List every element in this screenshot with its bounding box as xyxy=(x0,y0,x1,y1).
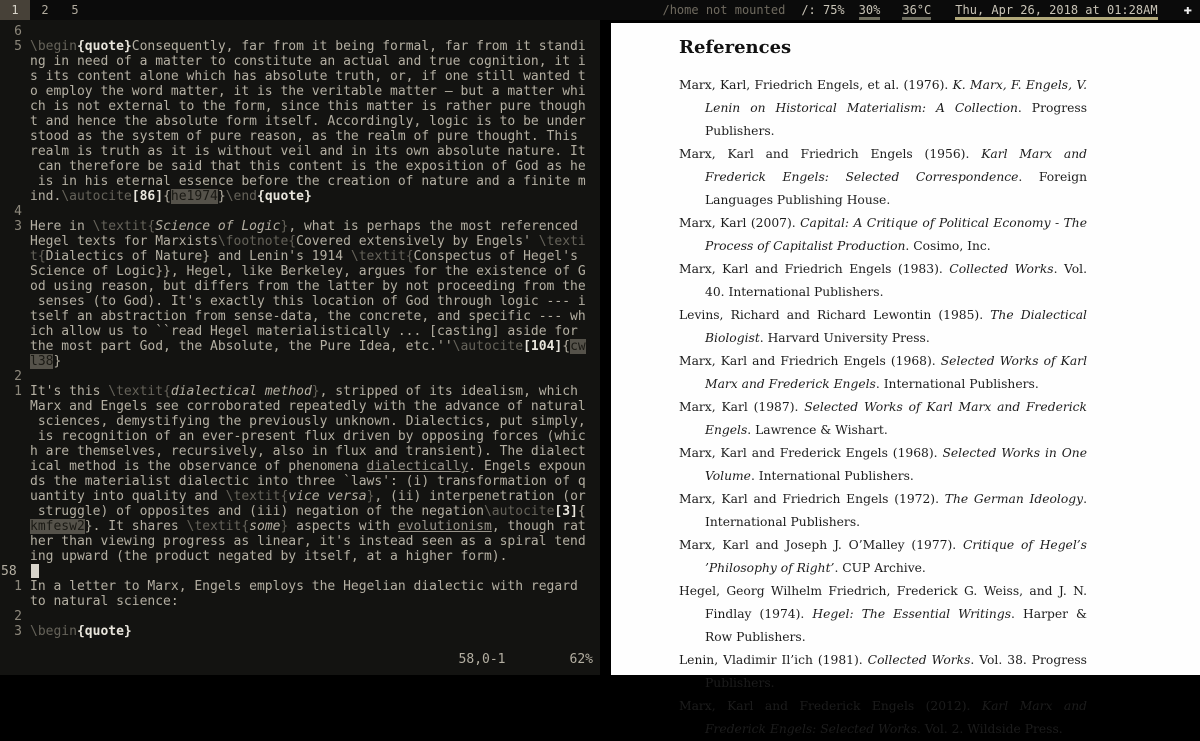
line-number xyxy=(0,189,30,204)
line-text: realm is truth as it is without veil and in its own absolute nature. It xyxy=(30,144,586,159)
line-text: \begin{quote} xyxy=(30,624,132,639)
line-text: Marx and Engels see corroborated repeatedly with the advance of natural xyxy=(30,399,586,414)
editor-line[interactable] xyxy=(0,24,600,39)
line-text: is recognition of an ever-present flux driven by opposing forces (whic xyxy=(30,429,586,444)
editor-line[interactable] xyxy=(0,624,600,639)
clock: Thu, Apr 26, 2018 at 01:28AM xyxy=(955,0,1157,20)
line-number: 2 xyxy=(14,609,22,624)
reference-entry: Marx, Karl and Joseph J. O’Malley (1977). Critique of Hegel’s ’Philosophy of Right’. CUP Archive. xyxy=(679,538,1087,575)
line-number xyxy=(0,294,30,309)
line-number xyxy=(0,264,30,279)
editor-line[interactable] xyxy=(0,69,600,84)
line-text: tself an abstraction from sense-data, the concrete, and specific --- wh xyxy=(30,309,586,324)
line-number xyxy=(0,99,30,114)
line-text xyxy=(31,564,39,579)
line-number xyxy=(0,549,30,564)
editor-line[interactable] xyxy=(0,189,600,204)
line-text: is in his eternal essence before the creation of nature and a finite m xyxy=(30,174,586,189)
editor-line[interactable] xyxy=(0,309,600,324)
line-number xyxy=(0,354,30,369)
line-number xyxy=(0,414,30,429)
line-text: It's this \textit{dialectical method}, stripped of its idealism, which xyxy=(30,384,578,399)
line-number xyxy=(0,339,30,354)
editor-line[interactable] xyxy=(0,294,600,309)
editor-line[interactable] xyxy=(0,609,600,624)
editor-line[interactable] xyxy=(0,504,600,519)
line-number: 6 xyxy=(14,24,22,39)
line-number xyxy=(0,234,30,249)
line-text: can therefore be said that this content is the exposition of God as he xyxy=(30,159,586,174)
line-number: 3 xyxy=(14,624,22,639)
line-text: struggle) of opposites and (iii) negation of the negation\autocite[3]{ xyxy=(30,504,586,519)
percent-indicator: 30% xyxy=(859,0,881,20)
editor-line[interactable] xyxy=(0,114,600,129)
editor-line[interactable] xyxy=(0,264,600,279)
line-text: t and hence the absolute form itself. Accordingly, logic is to be under xyxy=(30,114,586,129)
line-number xyxy=(0,84,30,99)
editor-line[interactable] xyxy=(0,129,600,144)
editor-line[interactable] xyxy=(0,384,600,399)
editor-line[interactable] xyxy=(0,249,600,264)
editor-line[interactable] xyxy=(0,594,600,609)
line-number xyxy=(0,399,30,414)
editor-line[interactable] xyxy=(0,474,600,489)
editor-line[interactable] xyxy=(0,579,600,594)
line-text: sciences, demystifying the previously unknown. Dialectics, put simply, xyxy=(30,414,586,429)
reference-entry: Lenin, Vladimir Il’ich (1981). Collected Works. Vol. 38. Progress Publishers. xyxy=(679,653,1087,690)
line-number: 5 xyxy=(14,39,22,54)
line-number: 3 xyxy=(14,219,22,234)
editor-line[interactable] xyxy=(0,39,600,54)
line-text: kmfesw2}. It shares \textit{some} aspects with evolutionism, though rat xyxy=(30,519,586,534)
line-number: 1 xyxy=(14,579,22,594)
line-number xyxy=(0,489,30,504)
line-text: In a letter to Marx, Engels employs the Hegelian dialectic with regard xyxy=(30,579,578,594)
workspace-tag-5[interactable]: 5 xyxy=(71,3,79,17)
line-text: Science of Logic}}, Hegel, like Berkeley, argues for the existence of G xyxy=(30,264,586,279)
line-text: od using reason, but differs from the latter by not proceeding from the xyxy=(30,279,586,294)
editor-line[interactable] xyxy=(0,84,600,99)
reference-entry: Marx, Karl, Friedrich Engels, et al. (1976). K. Marx, F. Engels, V. Lenin on Historical Materialism: A Collection. Progress Publishers. xyxy=(679,78,1087,138)
editor-line[interactable] xyxy=(0,429,600,444)
editor-line[interactable] xyxy=(0,564,600,579)
reference-entry: Marx, Karl and Friedrich Engels (1983). Collected Works. Vol. 40. International Publishers. xyxy=(679,262,1087,299)
editor-line[interactable] xyxy=(0,489,600,504)
line-number: 58 xyxy=(1,564,17,579)
editor-line[interactable] xyxy=(0,354,600,369)
reference-entry: Levins, Richard and Richard Lewontin (1985). The Dialectical Biologist. Harvard University Press. xyxy=(679,308,1087,345)
reference-entry: Marx, Karl (2007). Capital: A Critique of Political Economy - The Process of Capitalist Production. Cosimo, Inc. xyxy=(679,216,1087,253)
line-number xyxy=(0,534,30,549)
editor-line[interactable] xyxy=(0,444,600,459)
line-number xyxy=(0,279,30,294)
editor-line[interactable] xyxy=(0,99,600,114)
line-text: ich allow us to ``read Hegel materialistically ... [casting] aside for xyxy=(30,324,578,339)
editor-line[interactable] xyxy=(0,234,600,249)
line-number: 4 xyxy=(14,204,22,219)
line-text: t{Dialectics of Nature} and Lenin's 1914 \textit{Conspectus of Hegel's xyxy=(30,249,578,264)
line-text: ch is not external to the form, since this matter is rather pure though xyxy=(30,99,586,114)
line-text: senses (to God). It's exactly this location of God through logic --- i xyxy=(30,294,586,309)
line-text: ind.\autocite[86]{he1974}\end{quote} xyxy=(30,189,312,204)
line-text: to natural science: xyxy=(30,594,179,609)
reference-entry: Marx, Karl and Friedrich Engels (1956). Karl Marx and Frederick Engels: Selected Correspondence. Foreign Languages Publishing House. xyxy=(679,147,1088,207)
line-number xyxy=(0,519,30,534)
reference-entry: Hegel, Georg Wilhelm Friedrich, Frederick G. Weiss, and J. N. Findlay (1974). Hegel: The Essential Writings. Harper & Row Publishers. xyxy=(679,584,1087,644)
line-text: \begin{quote}Consequently, far from it being formal, far from it standi xyxy=(30,39,586,54)
status-bar xyxy=(0,0,1200,20)
line-text: her than viewing progress as linear, it's instead seen as a spiral tend xyxy=(30,534,586,549)
editor-line[interactable] xyxy=(0,369,600,384)
references-heading: References xyxy=(679,37,792,58)
line-number xyxy=(0,504,30,519)
line-text: o employ the word matter, it is the veritable matter — but a matter whi xyxy=(30,84,586,99)
line-number xyxy=(0,309,30,324)
editor-buffer xyxy=(0,24,600,639)
line-number xyxy=(0,429,30,444)
editor-line[interactable] xyxy=(0,399,600,414)
scroll-percent: 62% xyxy=(569,652,593,667)
terminal-vim[interactable] xyxy=(0,20,600,675)
workspace-tags xyxy=(0,0,90,20)
line-text: uantity into quality and \textit{vice versa}, (ii) interpenetration (or xyxy=(30,489,586,504)
line-text: ds the materialist dialectic into three `laws': (i) transformation of q xyxy=(30,474,586,489)
line-text: l38} xyxy=(30,354,62,369)
line-number xyxy=(0,474,30,489)
line-number xyxy=(0,159,30,174)
reference-entry: Marx, Karl (1987). Selected Works of Karl Marx and Frederick Engels. Lawrence & Wishart. xyxy=(679,400,1088,437)
editor-line[interactable] xyxy=(0,279,600,294)
workspace-tag-2[interactable]: 2 xyxy=(41,3,49,17)
line-number xyxy=(0,249,30,264)
editor-line[interactable] xyxy=(0,414,600,429)
reference-entry: Marx, Karl and Friedrich Engels (1972). The German Ideology. International Publishers. xyxy=(679,492,1088,529)
editor-line[interactable] xyxy=(0,534,600,549)
line-number xyxy=(0,174,30,189)
cursor-position: 58,0-1 xyxy=(458,652,506,667)
pdf-viewer[interactable] xyxy=(600,20,1200,736)
disk-usage: /: 75% xyxy=(801,3,845,17)
editor-line[interactable] xyxy=(0,204,600,219)
line-number: 1 xyxy=(14,384,22,399)
line-number xyxy=(0,459,30,474)
editor-line[interactable] xyxy=(0,339,600,354)
editor-line[interactable] xyxy=(0,54,600,69)
editor-line[interactable] xyxy=(0,324,600,339)
line-text: ical method is the observance of phenomena dialectically. Engels expoun xyxy=(30,459,586,474)
line-number xyxy=(0,444,30,459)
home-mount-status: /home not mounted xyxy=(662,3,786,17)
line-text: h are themselves, recursively, also in flux and transient). The dialect xyxy=(30,444,586,459)
tray-icon[interactable]: ✚ xyxy=(1183,2,1192,18)
line-number xyxy=(0,129,30,144)
line-text: s its content alone which has absolute truth, or, if one still wanted t xyxy=(30,69,586,84)
line-number xyxy=(0,54,30,69)
editor-line[interactable] xyxy=(0,459,600,474)
line-text: ing upward (the product negated by itself, at a higher form). xyxy=(30,549,508,564)
vim-cursor xyxy=(31,564,39,578)
editor-line[interactable] xyxy=(0,549,600,564)
temperature: 36°C xyxy=(902,0,931,20)
line-text: Here in \textit{Science of Logic}, what is perhaps the most referenced xyxy=(30,219,578,234)
line-number xyxy=(0,144,30,159)
line-text: Hegel texts for Marxists\footnote{Covered extensively by Engels' \texti xyxy=(30,234,586,249)
workspace-tag-1[interactable]: 1 xyxy=(0,0,30,20)
line-number: 2 xyxy=(14,369,22,384)
reference-entry: Marx, Karl and Friedrich Engels (1968). Selected Works of Karl Marx and Frederick Engels. International Publishers. xyxy=(679,354,1087,391)
pdf-page xyxy=(611,23,1200,736)
editor-line[interactable] xyxy=(0,219,600,234)
line-number xyxy=(0,69,30,84)
reference-entry: Marx, Karl and Frederick Engels (2012). Karl Marx and Frederick Engels: Selected Works. Vol. 2. Wildside Press. xyxy=(679,699,1088,736)
editor-line[interactable] xyxy=(0,174,600,189)
status-bar-right xyxy=(662,0,1200,20)
line-number xyxy=(0,114,30,129)
line-text: stood as the system of pure reason, as the realm of pure thought. This xyxy=(30,129,578,144)
line-number xyxy=(0,324,30,339)
line-text: the most part God, the Absolute, the Pure Idea, etc.''\autocite[104]{cw xyxy=(30,339,586,354)
vim-statusline xyxy=(459,652,593,667)
editor-line[interactable] xyxy=(0,519,600,534)
editor-line[interactable] xyxy=(0,144,600,159)
reference-entry: Marx, Karl and Frederick Engels (1968). Selected Works in One Volume. International Publishers. xyxy=(679,446,1087,483)
references-list xyxy=(679,74,1087,741)
line-text: ng in need of a matter to constitute an actual and true cognition, it i xyxy=(30,54,586,69)
editor-line[interactable] xyxy=(0,159,600,174)
line-number xyxy=(0,594,30,609)
